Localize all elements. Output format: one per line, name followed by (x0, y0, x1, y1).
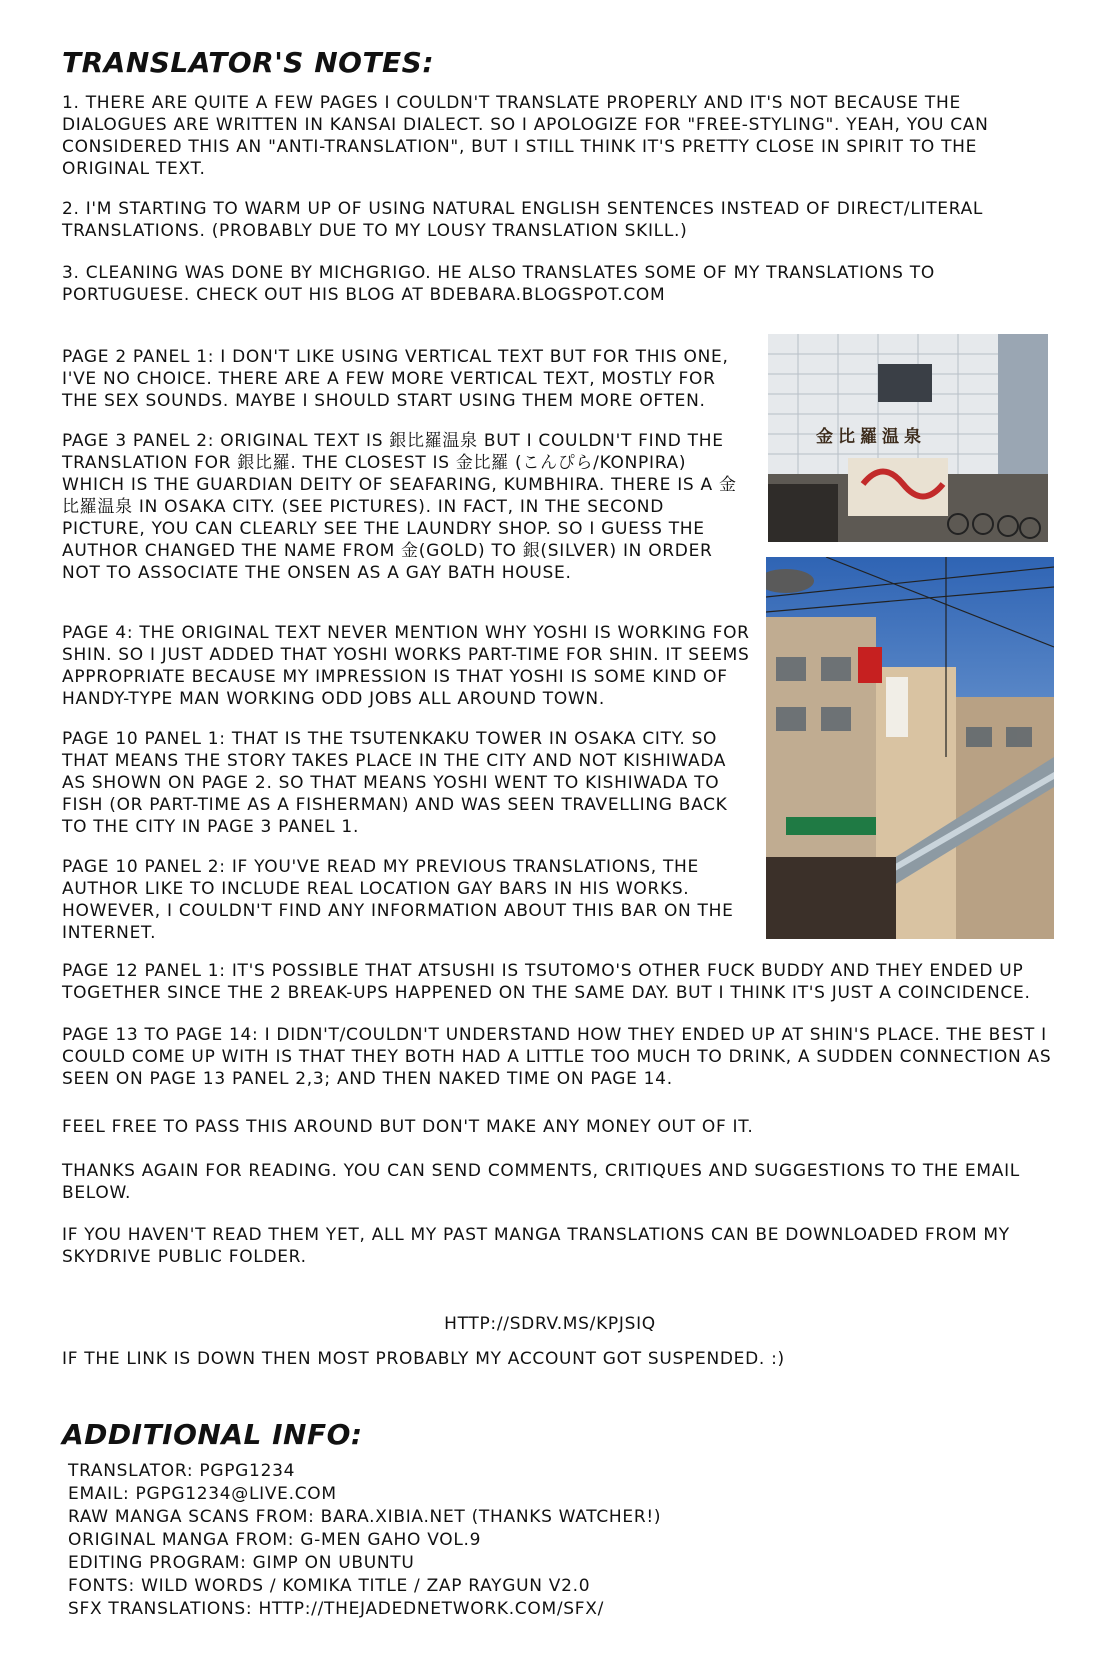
page-note-p10-2: PAGE 10 PANEL 2: IF YOU'VE READ MY PREVIOUS TRANSLATIONS, THE AUTHOR LIKE TO INCLUDE REAL LOCATION GAY BARS IN HIS WORKS. HOWEVER, I COULDN'T FIND ANY INFORMATION ABOUT THIS BAR ON THE INTERNET. (62, 857, 734, 943)
page-note-p3: PAGE 3 PANEL 2: ORIGINAL TEXT IS 銀比羅温泉 BUT I COULDN'T FIND THE TRANSLATION FOR 銀比羅. THE CLOSEST IS 金比羅 (こんぴら/KONPIRA) WHICH IS THE GUARDIAN DEITY OF SEAFARING, KUMBHIRA. THERE IS A 金比羅温泉 IN OSAKA CITY. (SEE PICTURES). IN FACT, IN THE SECOND PICTURE, YOU CAN CLEARLY SEE THE LAUNDRY SHOP. SO I GUESS THE AUTHOR CHANGED THE NAME FROM 金(GOLD) TO 銀(SILVER) IN ORDER NOT TO ASSOCIATE THE ONSEN AS A GAY BATH HOUSE. (62, 431, 737, 583)
translators-notes-heading: TRANSLATOR'S NOTES: (62, 46, 435, 79)
info-raw-scans: RAW MANGA SCANS FROM: BARA.XIBIA.NET (THANKS WATCHER!) (68, 1507, 662, 1527)
note-3: 3. CLEANING WAS DONE BY MICHGRIGO. HE ALSO TRANSLATES SOME OF MY TRANSLATIONS TO PORTUGUESE. CHECK OUT HIS BLOG AT BDEBARA.BLOGSPOT.COM (62, 263, 935, 305)
note-1: 1. THERE ARE QUITE A FEW PAGES I COULDN'T TRANSLATE PROPERLY AND IT'S NOT BECAUSE THE DIALOGUES ARE WRITTEN IN KANSAI DIALECT. SO I APOLOGIZE FOR "FREE-STYLING". YEAH, YOU CAN CONSIDERED THIS AN "ANTI-TRANSLATION", BUT I STILL THINK IT'S PRETTY CLOSE IN SPIRIT TO THE ORIGINAL TEXT. (62, 93, 989, 179)
note-2: 2. I'M STARTING TO WARM UP OF USING NATURAL ENGLISH SENTENCES INSTEAD OF DIRECT/LITERAL TRANSLATIONS. (PROBABLY DUE TO MY LOUSY TRANSLATION SKILL.) (62, 199, 984, 241)
bathhouse-sign: 金比羅温泉 (816, 427, 926, 447)
info-translator: TRANSLATOR: PGPG1234 (68, 1461, 296, 1481)
page-note-p2: PAGE 2 PANEL 1: I DON'T LIKE USING VERTICAL TEXT BUT FOR THIS ONE, I'VE NO CHOICE. THERE ARE A FEW MORE VERTICAL TEXT, MOSTLY FOR THE SEX SOUNDS. MAYBE I SHOULD START USING THEM MORE OFTEN. (62, 347, 729, 411)
page-note-p13-14: PAGE 13 TO PAGE 14: I DIDN'T/COULDN'T UNDERSTAND HOW THEY ENDED UP AT SHIN'S PLACE. THE BEST I COULD COME UP WITH IS THAT THEY BOTH HAD A LITTLE TOO MUCH TO DRINK, A SUDDEN CONNECTION AS SEEN ON PAGE 13 PANEL 2,3; AND THEN NAKED TIME ON PAGE 14. (62, 1025, 1052, 1089)
info-email[interactable]: EMAIL: PGPG1234@LIVE.COM (68, 1484, 337, 1504)
info-editing-program: EDITING PROGRAM: GIMP ON UBUNTU (68, 1553, 415, 1573)
additional-info-heading: ADDITIONAL INFO: (62, 1418, 363, 1451)
street-photo-image (766, 557, 1054, 939)
info-sfx[interactable]: SFX TRANSLATIONS: HTTP://THEJADEDNETWORK.COM/SFX/ (68, 1599, 604, 1619)
page-note-p4: PAGE 4: THE ORIGINAL TEXT NEVER MENTION WHY YOSHI IS WORKING FOR SHIN. SO I JUST ADDED THAT YOSHI WORKS PART-TIME FOR SHIN. IT SEEMS APPROPRIATE BECAUSE MY IMPRESSION IS THAT YOSHI IS SOME KIND OF HANDY-TYPE MAN WORKING ODD JOBS ALL AROUND TOWN. (62, 623, 750, 709)
info-fonts: FONTS: WILD WORDS / KOMIKA TITLE / ZAP RAYGUN V2.0 (68, 1576, 591, 1596)
additional-info-list (68, 1460, 661, 1621)
closing-1: FEEL FREE TO PASS THIS AROUND BUT DON'T MAKE ANY MONEY OUT OF IT. (62, 1117, 754, 1137)
closing-2: THANKS AGAIN FOR READING. YOU CAN SEND COMMENTS, CRITIQUES AND SUGGESTIONS TO THE EMAIL BELOW. (62, 1161, 1020, 1203)
closing-3: IF YOU HAVEN'T READ THEM YET, ALL MY PAST MANGA TRANSLATIONS CAN BE DOWNLOADED FROM MY SKYDRIVE PUBLIC FOLDER. (62, 1225, 1010, 1267)
skydrive-link[interactable]: HTTP://SDRV.MS/KPJSIQ (444, 1314, 656, 1334)
bathhouse-photo (768, 334, 1048, 542)
info-original-manga: ORIGINAL MANGA FROM: G-MEN GAHO VOL.9 (68, 1530, 482, 1550)
page-note-p12: PAGE 12 PANEL 1: IT'S POSSIBLE THAT ATSUSHI IS TSUTOMO'S OTHER FUCK BUDDY AND THEY ENDED UP TOGETHER SINCE THE 2 BREAK-UPS HAPPENED ON THE SAME DAY. BUT I THINK IT'S JUST A COINCIDENCE. (62, 961, 1031, 1003)
street-photo (766, 557, 1054, 939)
page-note-p10-1: PAGE 10 PANEL 1: THAT IS THE TSUTENKAKU TOWER IN OSAKA CITY. SO THAT MEANS THE STORY TAKES PLACE IN THE CITY AND NOT KISHIWADA AS SHOWN ON PAGE 2. SO THAT MEANS YOSHI WENT TO KISHIWADA TO FISH (OR PART-TIME AS A FISHERMAN) AND WAS SEEN TRAVELLING BACK TO THE CITY IN PAGE 3 PANEL 1. (62, 729, 728, 837)
link-note: IF THE LINK IS DOWN THEN MOST PROBABLY MY ACCOUNT GOT SUSPENDED. :) (62, 1349, 785, 1369)
